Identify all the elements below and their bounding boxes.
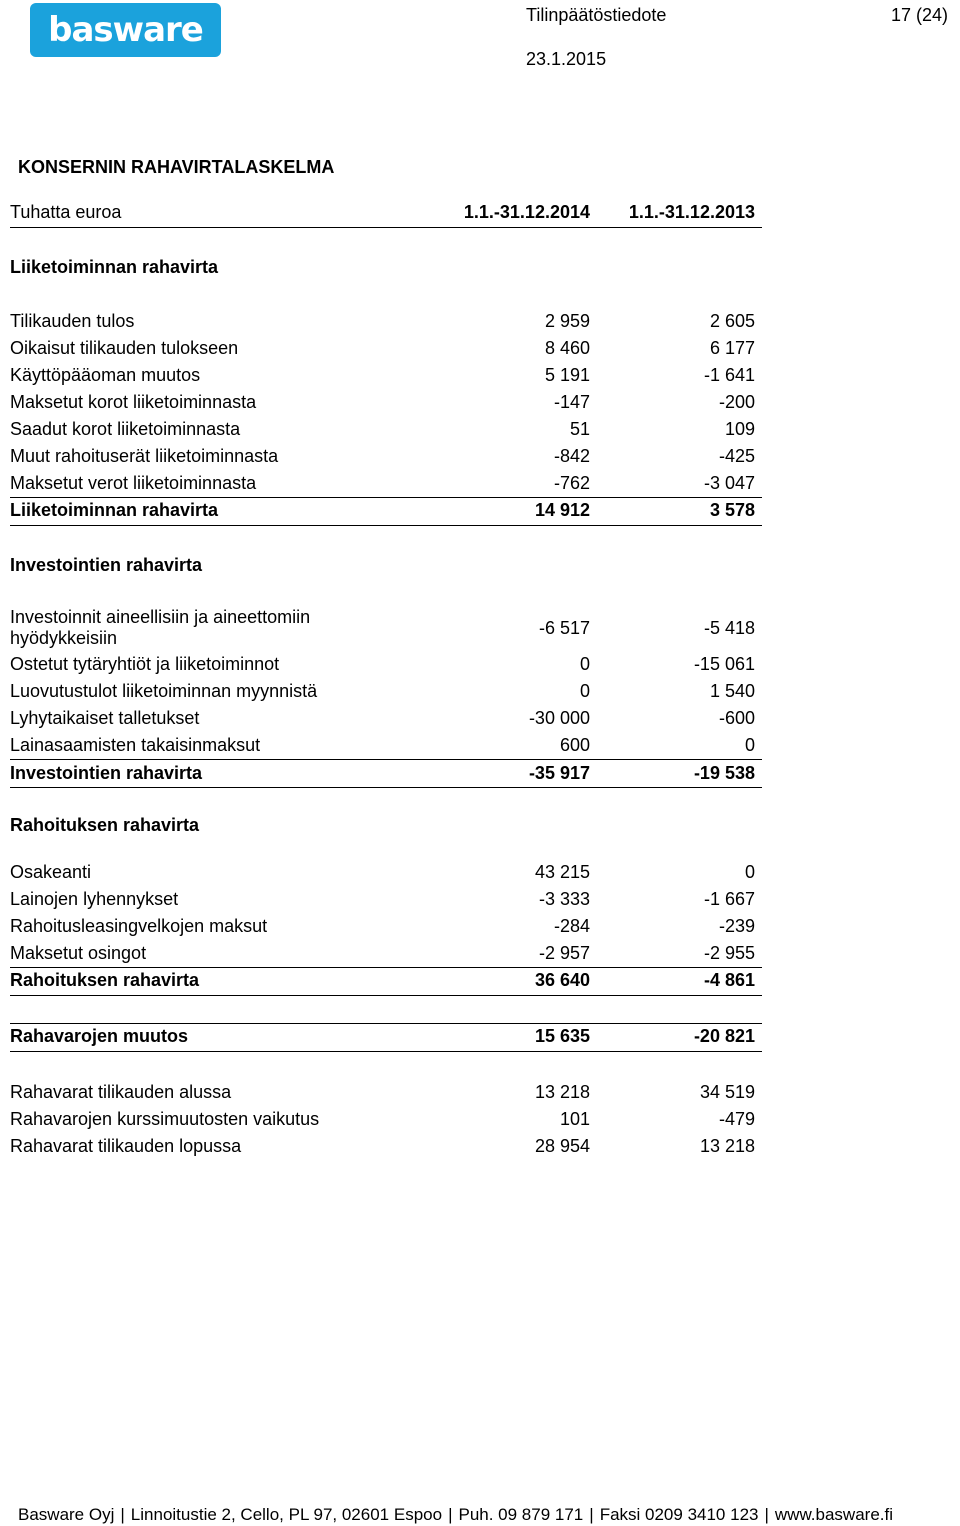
footer-separator: | xyxy=(764,1505,769,1524)
table-row xyxy=(10,940,762,967)
footer-address: Linnoitustie 2, Cello, PL 97, 02601 Espoo xyxy=(130,1505,443,1524)
row-label: Tilikauden tulos xyxy=(10,311,135,331)
value-2013: 109 xyxy=(724,419,755,439)
operating-heading-label: Liiketoiminnan rahavirta xyxy=(10,257,219,277)
footer-separator: | xyxy=(120,1505,125,1524)
row-label: Käyttöpääoman muutos xyxy=(10,365,201,385)
value-2014: 51 xyxy=(569,419,590,439)
value-2014: -147 xyxy=(553,392,590,412)
financing-total-row xyxy=(10,967,762,994)
value-2014: 0 xyxy=(579,681,590,701)
value-2014: 600 xyxy=(559,735,590,755)
period-2013-header: 1.1.-31.12.2013 xyxy=(628,202,755,222)
value-2014: -3 333 xyxy=(538,889,590,909)
row-label-line1: Investoinnit aineellisiin ja aineettomiin xyxy=(10,607,311,627)
row-label: Rahavarat tilikauden alussa xyxy=(10,1082,232,1102)
value-2014: 0 xyxy=(579,654,590,674)
value-2013: -200 xyxy=(718,392,755,412)
total-2014: 36 640 xyxy=(534,970,590,990)
footer-phone: Puh. 09 879 171 xyxy=(458,1505,584,1524)
value-2014: 13 218 xyxy=(534,1082,590,1102)
table-row xyxy=(10,606,762,650)
total-label: Liiketoiminnan rahavirta xyxy=(10,500,219,520)
total-2013: -19 538 xyxy=(693,763,755,783)
table-row xyxy=(10,362,762,389)
value-2014: -30 000 xyxy=(528,708,590,728)
change-bottom-divider xyxy=(10,1051,762,1052)
table-row xyxy=(10,678,762,705)
row-label: Maksetut osingot xyxy=(10,943,147,963)
value-2014: 43 215 xyxy=(534,862,590,882)
row-label: Osakeanti xyxy=(10,862,92,882)
table-row xyxy=(10,859,762,886)
value-2013: -1 641 xyxy=(703,365,755,385)
table-row xyxy=(10,913,762,940)
total-divider xyxy=(10,525,762,526)
table-row xyxy=(10,308,762,335)
row-label: Lyhytaikaiset talletukset xyxy=(10,708,200,728)
value-2013: -1 667 xyxy=(703,889,755,909)
row-label: Maksetut verot liiketoiminnasta xyxy=(10,473,257,493)
value-2013: 0 xyxy=(744,862,755,882)
value-2013: 1 540 xyxy=(709,681,755,701)
total-2013: 3 578 xyxy=(709,500,755,520)
value-2014: -6 517 xyxy=(538,618,590,638)
total-divider xyxy=(10,995,762,996)
row-label: Saadut korot liiketoiminnasta xyxy=(10,419,241,439)
table-row xyxy=(10,389,762,416)
value-2013: 2 605 xyxy=(709,311,755,331)
financing-heading xyxy=(10,812,762,839)
total-divider xyxy=(10,787,762,788)
value-2014: -842 xyxy=(553,446,590,466)
operating-total-row xyxy=(10,497,762,524)
total-label: Investointien rahavirta xyxy=(10,763,203,783)
value-2013: 13 218 xyxy=(699,1136,755,1156)
operating-heading xyxy=(10,254,762,281)
value-2013: -600 xyxy=(718,708,755,728)
total-2013: -4 861 xyxy=(703,970,755,990)
table-row xyxy=(10,416,762,443)
row-label xyxy=(10,607,310,649)
section-heading: KONSERNIN RAHAVIRTALASKELMA xyxy=(18,157,335,177)
period-2014-header: 1.1.-31.12.2014 xyxy=(463,202,590,222)
value-2014: 8 460 xyxy=(544,338,590,358)
row-label: Rahavarojen kurssimuutosten vaikutus xyxy=(10,1109,320,1129)
total-label: Rahavarojen muutos xyxy=(10,1026,189,1046)
financing-heading-label: Rahoituksen rahavirta xyxy=(10,815,200,835)
row-label: Oikaisut tilikauden tulokseen xyxy=(10,338,239,358)
cash-change-row xyxy=(10,1023,762,1050)
table-row xyxy=(10,732,762,759)
total-2014: 15 635 xyxy=(534,1026,590,1046)
total-2014: -35 917 xyxy=(528,763,590,783)
table-row xyxy=(10,335,762,362)
row-label: Maksetut korot liiketoiminnasta xyxy=(10,392,257,412)
row-label: Lainasaamisten takaisinmaksut xyxy=(10,735,261,755)
footer-separator: | xyxy=(589,1505,594,1524)
document-title: Tilinpäätöstiedote xyxy=(526,5,667,25)
value-2013: -15 061 xyxy=(693,654,755,674)
value-2013: 34 519 xyxy=(699,1082,755,1102)
value-2014: 2 959 xyxy=(544,311,590,331)
value-2013: 6 177 xyxy=(709,338,755,358)
table-row xyxy=(10,1133,762,1160)
value-2013: -239 xyxy=(718,916,755,936)
row-label: Rahoitusleasingvelkojen maksut xyxy=(10,916,268,936)
footer-website-link[interactable]: www.basware.fi xyxy=(774,1505,894,1524)
row-label-line2: hyödykkeisiin xyxy=(10,628,118,648)
page-footer xyxy=(18,1505,893,1525)
row-label: Ostetut tytäryhtiöt ja liiketoiminnot xyxy=(10,654,280,674)
value-2014: -762 xyxy=(553,473,590,493)
unit-label: Tuhatta euroa xyxy=(10,202,122,222)
value-2014: 5 191 xyxy=(544,365,590,385)
table-row xyxy=(10,886,762,913)
total-2014: 14 912 xyxy=(534,500,590,520)
value-2014: 28 954 xyxy=(534,1136,590,1156)
value-2013: -479 xyxy=(718,1109,755,1129)
footer-fax: Faksi 0209 3410 123 xyxy=(599,1505,759,1524)
footer-company: Basware Oyj xyxy=(18,1505,115,1524)
total-label: Rahoituksen rahavirta xyxy=(10,970,200,990)
header-divider xyxy=(10,227,762,228)
logo-text: basware xyxy=(48,10,203,50)
table-row xyxy=(10,1106,762,1133)
value-2013: -425 xyxy=(718,446,755,466)
value-2013: -3 047 xyxy=(703,473,755,493)
row-label: Muut rahoituserät liiketoiminnasta xyxy=(10,446,279,466)
page-number: 17 (24) xyxy=(890,5,948,25)
total-2013: -20 821 xyxy=(693,1026,755,1046)
row-label: Rahavarat tilikauden lopussa xyxy=(10,1136,242,1156)
value-2014: -2 957 xyxy=(538,943,590,963)
footer-separator: | xyxy=(448,1505,453,1524)
value-2014: -284 xyxy=(553,916,590,936)
document-date: 23.1.2015 xyxy=(526,49,607,69)
investing-heading xyxy=(10,552,762,579)
value-2013: -2 955 xyxy=(703,943,755,963)
investing-total-row xyxy=(10,760,762,787)
table-row xyxy=(10,705,762,732)
column-header-row xyxy=(10,199,762,226)
value-2013: -5 418 xyxy=(703,618,755,638)
row-label: Luovutustulot liiketoiminnan myynnistä xyxy=(10,681,318,701)
table-row xyxy=(10,1079,762,1106)
table-row xyxy=(10,470,762,497)
investing-heading-label: Investointien rahavirta xyxy=(10,555,203,575)
value-2014: 101 xyxy=(559,1109,590,1129)
value-2013: 0 xyxy=(744,735,755,755)
row-label: Lainojen lyhennykset xyxy=(10,889,179,909)
basware-logo xyxy=(30,3,221,57)
table-row xyxy=(10,443,762,470)
table-row xyxy=(10,651,762,678)
